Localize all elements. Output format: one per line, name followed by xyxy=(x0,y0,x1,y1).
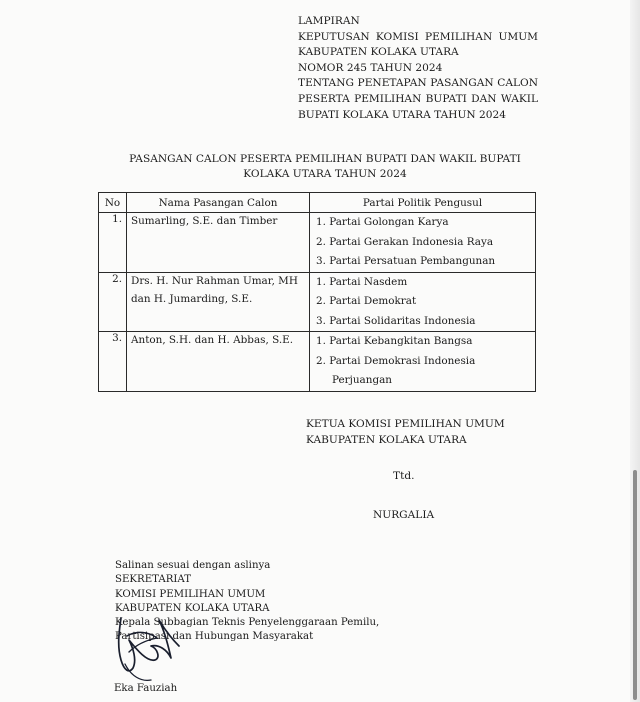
column-header-no: No xyxy=(99,193,127,213)
party-item-continuation: Perjuangan xyxy=(332,374,392,386)
party-item: 1. Partai Nasdem xyxy=(316,275,408,288)
candidates-table xyxy=(98,192,536,392)
chair-name: NURGALIA xyxy=(373,509,435,521)
copy-line: Kepala Subbagian Teknis Penyelenggaraan Pemilu, xyxy=(115,617,380,629)
header-line: NOMOR 245 TAHUN 2024 xyxy=(298,61,443,74)
header-line: LAMPIRAN xyxy=(298,15,360,27)
title-line: PASANGAN CALON PESERTA PEMILIHAN BUPATI DAN WAKIL BUPATI xyxy=(129,153,521,165)
handwritten-signature xyxy=(107,610,187,688)
copy-line: KOMISI PEMILIHAN UMUM xyxy=(115,588,266,600)
party-list-cell xyxy=(310,272,536,332)
row-number: 2. xyxy=(99,272,127,332)
scrollbar-thumb[interactable] xyxy=(633,470,637,700)
party-item: 2. Partai Demokrasi Indonesia xyxy=(316,354,476,367)
party-list-cell xyxy=(310,213,536,273)
candidate-pair-cell xyxy=(127,213,310,273)
party-item: 2. Partai Demokrat xyxy=(316,295,417,307)
document-title xyxy=(120,152,530,182)
column-header-name: Nama Pasangan Calon xyxy=(127,193,310,213)
chair-title-line: KETUA KOMISI PEMILIHAN UMUM xyxy=(306,418,505,430)
copy-line: Partisipasi dan Hubungan Masyarakat xyxy=(115,631,314,643)
candidate-pair-name: Drs. H. Nur Rahman Umar, MH xyxy=(131,274,298,287)
header-line: BUPATI KOLAKA UTARA TAHUN 2024 xyxy=(298,108,507,121)
row-number: 3. xyxy=(99,332,127,392)
candidate-pair-cell xyxy=(127,332,310,392)
party-item: 2. Partai Gerakan Indonesia Raya xyxy=(316,235,494,248)
row-number: 1. xyxy=(99,213,127,273)
table-row xyxy=(99,272,536,332)
header-line: KABUPATEN KOLAKA UTARA xyxy=(298,46,459,59)
chair-title xyxy=(306,417,505,448)
copy-line: KABUPATEN KOLAKA UTARA xyxy=(115,602,270,614)
table-row xyxy=(99,213,536,273)
party-item: 3. Partai Solidaritas Indonesia xyxy=(316,314,476,327)
column-header-party: Partai Politik Pengusul xyxy=(310,193,536,213)
copy-line: Salinan sesuai dengan aslinya xyxy=(115,560,271,571)
signer-name: Eka Fauziah xyxy=(114,683,178,694)
party-item: 3. Partai Persatuan Pembangunan xyxy=(316,255,496,267)
party-item: 1. Partai Golongan Karya xyxy=(316,216,449,228)
party-list-cell xyxy=(310,332,536,392)
table-header-row xyxy=(99,193,536,213)
candidate-pair-name: dan H. Jumarding, S.E. xyxy=(131,292,253,305)
title-line: KOLAKA UTARA TAHUN 2024 xyxy=(243,168,407,180)
party-item: 1. Partai Kebangkitan Bangsa xyxy=(316,335,473,347)
candidate-pair-name: Anton, S.H. dan H. Abbas, S.E. xyxy=(131,334,294,346)
signed-mark: Ttd. xyxy=(393,470,415,482)
candidate-pair-name: Sumarling, S.E. dan Timber xyxy=(131,215,278,227)
header-line: KEPUTUSAN KOMISI PEMILIHAN UMUM xyxy=(298,30,538,43)
table-row xyxy=(99,332,536,392)
copy-line: SEKRETARIAT xyxy=(115,574,192,586)
attachment-header xyxy=(298,14,538,123)
candidate-pair-cell xyxy=(127,272,310,332)
header-line: TENTANG PENETAPAN PASANGAN CALON xyxy=(298,77,538,90)
header-line: PESERTA PEMILIHAN BUPATI DAN WAKIL xyxy=(298,92,538,105)
chair-title-line: KABUPATEN KOLAKA UTARA xyxy=(306,433,467,446)
